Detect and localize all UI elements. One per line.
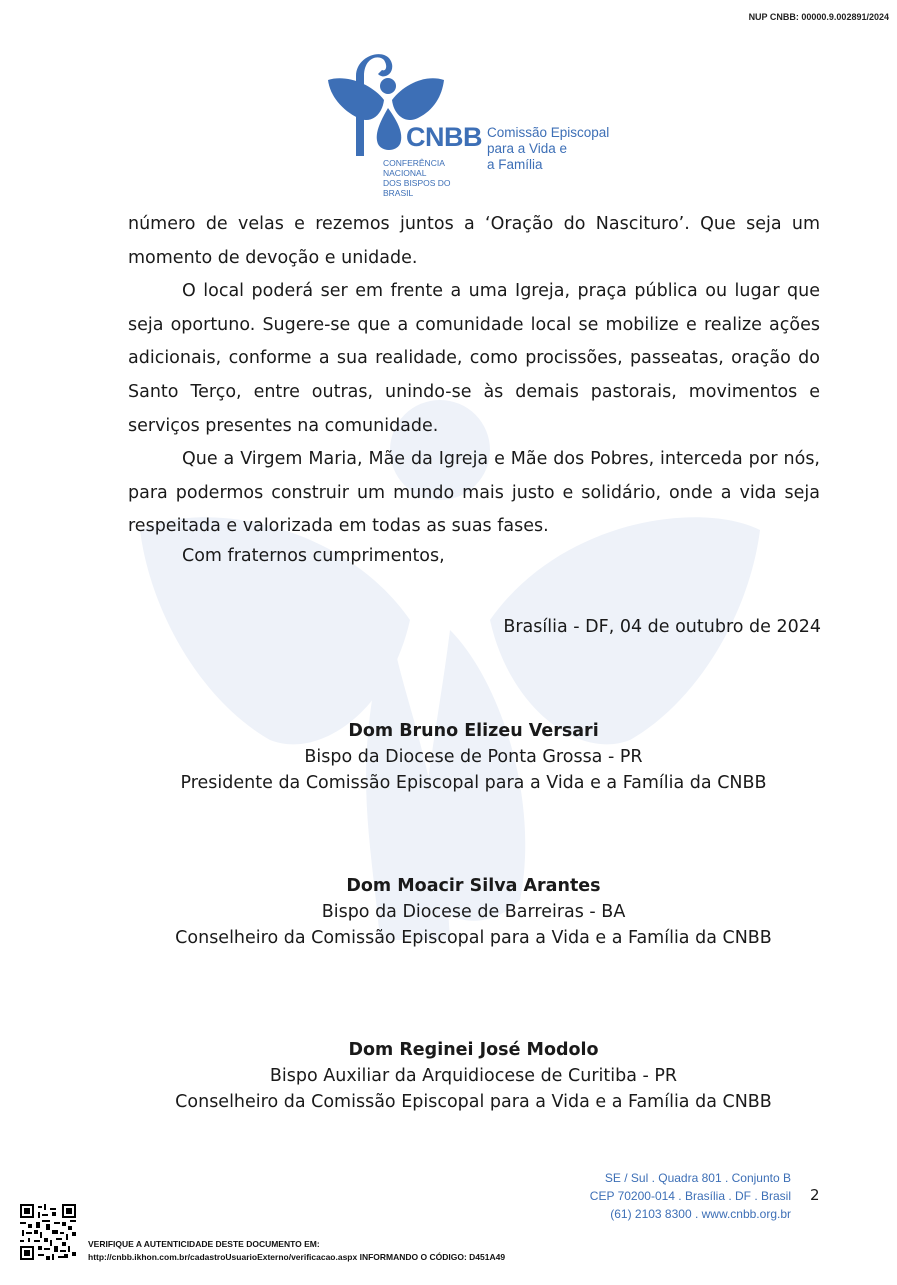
signatory-title: Bispo da Diocese de Barreiras - BA [321,902,626,922]
signatory-name: Dom Reginei José Modolo [348,1040,599,1060]
verification-url: http://cnbb.ikhon.com.br/cadastroUsuarioExterno/verificacao.aspx INFORMANDO O CÓDIGO: D451A49 [88,1252,506,1262]
closing-salutation: Com fraternos cumprimentos, [182,546,445,566]
letter-body [128,208,820,544]
signatory-name: Dom Bruno Elizeu Versari [348,721,599,741]
signature-block [100,873,847,951]
signatory-title: Bispo Auxiliar da Arquidiocese de Curitiba - PR [269,1066,678,1086]
logo-commission-name: Comissão Episcopal para a Vida e a Família [487,125,610,172]
signatory-name: Dom Moacir Silva Arantes [346,876,601,896]
paragraph-2: O local poderá ser em frente a uma Igreja, praça pública ou lugar que seja oportuno. Sugere-se que a comunidade local se mobilize e realize ações adicionais, conforme a sua realidade, como procissões, passeatas, oração do Santo Terço, entre outras, unindo-se às demais pastorais, movimentos e serviços presentes na comunidade. [128,281,820,436]
logo-conference-name: CONFERÊNCIA NACIONAL DOS BISPOS DO BRASIL [383,158,451,198]
signatory-role: Presidente da Comissão Episcopal para a Vida e a Família da CNBB [180,773,767,793]
logo-acronym: CNBB [406,122,482,152]
signatory-role: Conselheiro da Comissão Episcopal para a Vida e a Família da CNBB [175,1092,772,1112]
authenticity-notice: VERIFIQUE A AUTENTICIDADE DESTE DOCUMENTO EM: http://cnbb.ikhon.com.br/cadastroUsuarioExterno/verificacao.aspx INFORMANDO O CÓDIGO: D451A49 [88,1239,506,1262]
signatory-title: Bispo da Diocese de Ponta Grossa - PR [304,747,643,767]
page-number: 2 [810,1186,820,1204]
paragraph-3: Que a Virgem Maria, Mãe da Igreja e Mãe dos Pobres, interceda por nós, para podermos construir um mundo mais justo e solidário, onde a vida seja respeitada e valorizada em todas as suas fases. [128,449,820,537]
footer-address: SE / Sul . Quadra 801 . Conjunto B CEP 70200-014 . Brasília . DF . Brasil (61) 2103 8300 . www.cnbb.org.br [589,1171,791,1221]
nup-reference: NUP CNBB: 00000.9.002891/2024 [748,12,889,22]
signature-block [100,1037,847,1115]
paragraph-1: número de velas e rezemos juntos a ‘Oração do Nascituro’. Que seja um momento de devoção e unidade. [128,214,820,268]
place-and-date: Brasília - DF, 04 de outubro de 2024 [503,617,821,637]
signatory-role: Conselheiro da Comissão Episcopal para a Vida e a Família da CNBB [175,928,772,948]
cnbb-logo [326,46,616,198]
qr-code-icon [20,1204,76,1260]
signature-block [100,718,847,796]
